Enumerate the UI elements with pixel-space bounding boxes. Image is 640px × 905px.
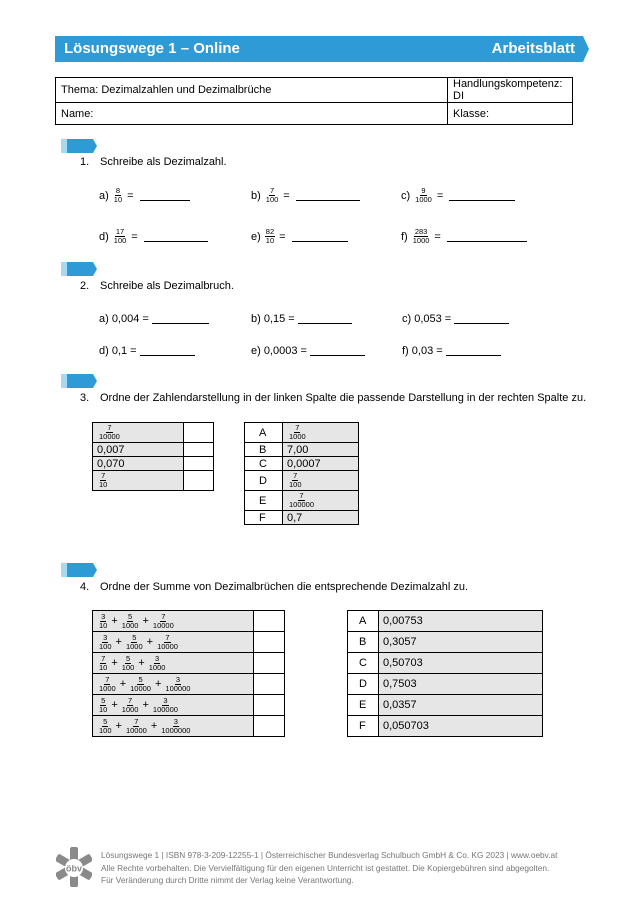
option-key: B	[245, 443, 283, 457]
option-key: B	[348, 632, 379, 653]
answer-cell[interactable]	[254, 611, 285, 632]
numerator: 3	[103, 632, 108, 642]
exercise-label: b)	[251, 189, 261, 202]
task-number: 4.	[80, 581, 90, 593]
option-key: E	[348, 695, 379, 716]
value-cell	[93, 471, 184, 491]
task-marker	[61, 374, 97, 388]
answer-cell[interactable]	[254, 674, 285, 695]
answer-cell[interactable]	[184, 471, 214, 491]
option-value: 0,0007	[283, 457, 359, 471]
footer-line-1: Lösungswege 1 | ISBN 978-3-209-12255-1 | Österreichischer Bundesverlag Schulbuch GmbH & Co. KG 2023 | www.oebv.at	[101, 850, 558, 860]
table-row	[348, 716, 543, 737]
value-cell: 0,007	[93, 443, 184, 457]
header-title: Lösungswege 1 – Online	[64, 40, 240, 57]
table-row	[245, 457, 359, 471]
denominator: 10	[265, 236, 275, 245]
numerator: 5	[132, 632, 137, 642]
exercise-item	[401, 228, 527, 245]
decimals-table	[347, 610, 543, 737]
denominator: 100	[289, 480, 302, 489]
topic-cell: Thema: Dezimalzahlen und Dezimalbrüche	[56, 78, 448, 103]
numerator: 7	[101, 471, 106, 480]
numerator: 82	[265, 227, 275, 236]
option-key: C	[245, 457, 283, 471]
fraction	[121, 697, 140, 714]
table-row	[245, 511, 359, 525]
fraction	[98, 634, 113, 651]
exercise-item	[251, 187, 360, 204]
value-cell	[93, 423, 184, 443]
equals-sign: =	[436, 189, 444, 202]
footer-line-3: Für Veränderung durch Dritte nimmt der Verlag keine Verantwortung.	[101, 875, 354, 885]
table-row	[93, 674, 285, 695]
fraction	[98, 655, 108, 672]
numerator: 7	[134, 716, 139, 726]
table-row	[93, 443, 214, 457]
table-row	[245, 491, 359, 511]
sum-cell	[93, 716, 254, 737]
plus-sign: +	[142, 615, 149, 627]
exercise-label: e)	[251, 230, 261, 243]
answer-blank[interactable]	[447, 232, 527, 242]
fraction	[98, 718, 113, 735]
denominator: 1000	[289, 432, 306, 441]
exercise-item	[99, 228, 208, 245]
option-value: 7,00	[283, 443, 359, 457]
table-row	[245, 443, 359, 457]
exercise-item	[402, 345, 501, 357]
numerator: 5	[103, 716, 108, 726]
table-row	[348, 632, 543, 653]
table-row	[348, 611, 543, 632]
answer-cell[interactable]	[254, 653, 285, 674]
fraction	[265, 187, 280, 204]
answer-cell[interactable]	[184, 457, 214, 471]
task-number: 2.	[80, 280, 90, 292]
exercise-label: f)	[401, 230, 408, 243]
task-text: Ordne der Zahlendarstellung in der linken Spalte die passende Darstellung in der rechten Spalte zu.	[100, 392, 587, 404]
denominator: 100	[99, 725, 112, 735]
fraction-sum	[97, 718, 249, 735]
exercise-item	[401, 187, 515, 204]
fraction	[98, 424, 121, 441]
denominator: 10000	[152, 620, 174, 630]
numerator: 7	[295, 423, 300, 432]
plus-sign: +	[138, 657, 145, 669]
option-value: 0,3057	[379, 632, 543, 653]
exercise-item	[402, 313, 509, 325]
answer-blank[interactable]	[296, 191, 360, 201]
fraction	[156, 634, 179, 651]
option-value: 0,0357	[379, 695, 543, 716]
numerator: 17	[115, 227, 125, 236]
plus-sign: +	[115, 720, 122, 732]
exercise-label: a)	[99, 189, 109, 202]
sum-cell	[93, 611, 254, 632]
task-number: 1.	[80, 156, 90, 168]
fraction	[121, 613, 140, 630]
numerator: 3	[175, 674, 181, 684]
answer-cell[interactable]	[184, 443, 214, 457]
sum-cell	[93, 653, 254, 674]
numerator: 7	[293, 471, 298, 480]
publisher-logo	[56, 847, 92, 887]
plus-sign: +	[111, 615, 118, 627]
denominator: 1000000	[161, 725, 191, 735]
table-row	[245, 423, 359, 443]
equals-sign: =	[283, 189, 290, 202]
sum-cell	[93, 632, 254, 653]
value-cell: 0,070	[93, 457, 184, 471]
denominator: 1000	[412, 236, 430, 245]
header-banner	[55, 36, 589, 62]
option-value	[283, 471, 359, 491]
exercise-text: e) 0,0003 =	[251, 345, 307, 357]
fraction-sum	[97, 634, 249, 651]
table-row	[93, 632, 285, 653]
table-row	[348, 674, 543, 695]
option-value	[283, 423, 359, 443]
denominator: 10000	[125, 725, 147, 735]
plus-sign: +	[142, 699, 149, 711]
option-key: F	[348, 716, 379, 737]
numerator: 7	[101, 653, 106, 663]
name-field[interactable]: Name:	[56, 103, 448, 125]
table-row	[93, 423, 214, 443]
exercise-item	[251, 313, 352, 325]
answer-blank[interactable]	[449, 191, 515, 201]
equals-sign: =	[127, 189, 134, 202]
fraction	[288, 424, 307, 441]
denominator: 100000	[152, 704, 178, 714]
fraction	[98, 697, 108, 714]
denominator: 10	[99, 704, 108, 714]
fraction	[160, 718, 191, 735]
task-text: Schreibe als Dezimalbruch.	[100, 280, 234, 292]
matching-right-table	[244, 422, 359, 525]
sum-cell	[93, 695, 254, 716]
numerator: 5	[128, 611, 133, 621]
denominator: 1000	[148, 662, 166, 672]
fraction	[414, 187, 433, 204]
option-key: D	[348, 674, 379, 695]
plus-sign: +	[111, 657, 118, 669]
denominator: 1000	[415, 195, 432, 204]
table-row	[93, 653, 285, 674]
denominator: 100	[265, 195, 279, 204]
competence-cell: Handlungskompetenz: DI	[448, 78, 573, 103]
matching-left-table	[92, 422, 214, 491]
fraction	[265, 228, 275, 245]
option-key: D	[245, 471, 283, 491]
oebv-logo-icon	[56, 847, 92, 887]
equals-sign: =	[279, 230, 286, 243]
denominator: 10	[113, 195, 123, 204]
answer-blank[interactable]	[152, 314, 209, 324]
fraction	[125, 634, 144, 651]
option-value: 0,00753	[379, 611, 543, 632]
denominator: 100000	[289, 500, 315, 509]
denominator: 1000	[125, 641, 143, 651]
fraction	[412, 228, 431, 245]
fraction	[164, 676, 191, 693]
answer-blank[interactable]	[310, 346, 365, 356]
numerator: 5	[101, 695, 106, 705]
fraction-sum	[97, 655, 249, 672]
fraction	[148, 655, 167, 672]
exercise-text: d) 0,1 =	[99, 345, 137, 357]
denominator: 10	[99, 662, 108, 672]
sum-cell	[93, 674, 254, 695]
footer-text	[101, 849, 557, 887]
answer-blank[interactable]	[140, 191, 190, 201]
denominator: 10	[99, 620, 108, 630]
sums-table	[92, 610, 285, 737]
denominator: 100	[121, 662, 135, 672]
numerator: 3	[163, 695, 168, 705]
numerator: 3	[101, 611, 106, 621]
answer-blank[interactable]	[298, 314, 352, 324]
exercise-item	[99, 187, 190, 204]
option-value	[283, 491, 359, 511]
task-number: 3.	[80, 392, 90, 404]
task-text: Ordne der Summe von Dezimalbrüchen die entsprechende Dezimalzahl zu.	[100, 581, 469, 593]
fraction	[152, 613, 175, 630]
exercise-label: d)	[99, 230, 109, 243]
numerator: 7	[299, 491, 304, 500]
class-field[interactable]: Klasse:	[448, 103, 573, 125]
option-value: 0,7	[283, 511, 359, 525]
denominator: 10000	[99, 432, 120, 441]
numerator: 3	[173, 716, 178, 726]
numerator: 7	[165, 632, 170, 642]
svg-text:öbv: öbv	[65, 863, 83, 874]
numerator: 7	[128, 695, 133, 705]
table-row	[245, 471, 359, 491]
plus-sign: +	[115, 636, 122, 648]
exercise-item	[99, 345, 195, 357]
answer-blank[interactable]	[292, 232, 348, 242]
fraction	[98, 613, 108, 630]
fraction	[113, 228, 128, 245]
fraction	[288, 472, 303, 489]
table-row	[93, 611, 285, 632]
header-doc-type: Arbeitsblatt	[491, 40, 575, 57]
fraction	[113, 187, 123, 204]
denominator: 10000	[130, 683, 151, 693]
plus-sign: +	[111, 699, 118, 711]
fraction	[152, 697, 179, 714]
fraction	[288, 492, 315, 509]
table-row	[93, 716, 285, 737]
task-marker	[61, 262, 97, 276]
task-1-title	[80, 156, 227, 168]
plus-sign: +	[146, 636, 154, 648]
task-3-title	[80, 392, 586, 404]
answer-cell[interactable]	[254, 716, 285, 737]
numerator: 8	[115, 186, 121, 195]
plus-sign: +	[150, 720, 158, 732]
numerator: 7	[105, 674, 110, 684]
task-2-title	[80, 280, 234, 292]
table-row	[93, 457, 214, 471]
answer-cell[interactable]	[254, 695, 285, 716]
answer-blank[interactable]	[144, 232, 208, 242]
denominator: 1000	[121, 620, 139, 630]
fraction-sum	[97, 676, 249, 693]
numerator: 5	[125, 653, 131, 663]
denominator: 10	[99, 480, 108, 489]
fraction	[125, 718, 148, 735]
option-value: 0,050703	[379, 716, 543, 737]
numerator: 3	[154, 653, 160, 663]
task-4-title	[80, 581, 468, 593]
exercise-label: c)	[401, 189, 411, 202]
answer-cell[interactable]	[254, 632, 285, 653]
exercise-item	[251, 345, 365, 357]
option-key: F	[245, 511, 283, 525]
exercise-item	[99, 313, 209, 325]
denominator: 100	[113, 236, 127, 245]
numerator: 5	[138, 674, 143, 684]
denominator: 100000	[165, 683, 191, 693]
task-marker	[61, 563, 97, 577]
plus-sign: +	[154, 678, 162, 690]
fraction	[129, 676, 152, 693]
exercise-item	[251, 228, 348, 245]
exercise-text: c) 0,053 =	[402, 313, 452, 325]
option-key: C	[348, 653, 379, 674]
table-row	[93, 695, 285, 716]
denominator: 10000	[157, 641, 178, 651]
option-value: 0,7503	[379, 674, 543, 695]
fraction-sum	[97, 613, 249, 630]
answer-blank[interactable]	[140, 346, 195, 356]
info-table	[55, 77, 573, 125]
task-marker	[61, 139, 97, 153]
table-row	[348, 653, 543, 674]
fraction	[121, 655, 136, 672]
numerator: 283	[414, 227, 428, 236]
fraction	[98, 676, 117, 693]
exercise-text: b) 0,15 =	[251, 313, 295, 325]
footer-line-2: Alle Rechte vorbehalten. Die Vervielfältigung für den eigenen Unterricht ist gestattet. Die Kopiergebühren sind abgegolten.	[101, 862, 550, 873]
exercise-text: f) 0,03 =	[402, 345, 443, 357]
fraction-sum	[97, 697, 249, 714]
exercise-text: a) 0,004 =	[99, 313, 149, 325]
answer-cell[interactable]	[184, 423, 214, 443]
option-key: A	[245, 423, 283, 443]
option-key: E	[245, 491, 283, 511]
fraction	[98, 472, 108, 489]
table-row	[93, 471, 214, 491]
plus-sign: +	[119, 678, 127, 690]
answer-blank[interactable]	[454, 314, 509, 324]
task-text: Schreibe als Dezimalzahl.	[100, 156, 227, 168]
denominator: 1000	[121, 704, 139, 714]
denominator: 1000	[99, 683, 116, 693]
answer-blank[interactable]	[446, 346, 501, 356]
option-value: 0,50703	[379, 653, 543, 674]
denominator: 100	[99, 641, 112, 651]
numerator: 7	[107, 423, 112, 432]
equals-sign: =	[434, 230, 441, 243]
option-key: A	[348, 611, 379, 632]
numerator: 9	[421, 186, 426, 195]
table-row	[348, 695, 543, 716]
numerator: 7	[161, 611, 166, 621]
numerator: 7	[269, 186, 275, 195]
equals-sign: =	[131, 230, 138, 243]
